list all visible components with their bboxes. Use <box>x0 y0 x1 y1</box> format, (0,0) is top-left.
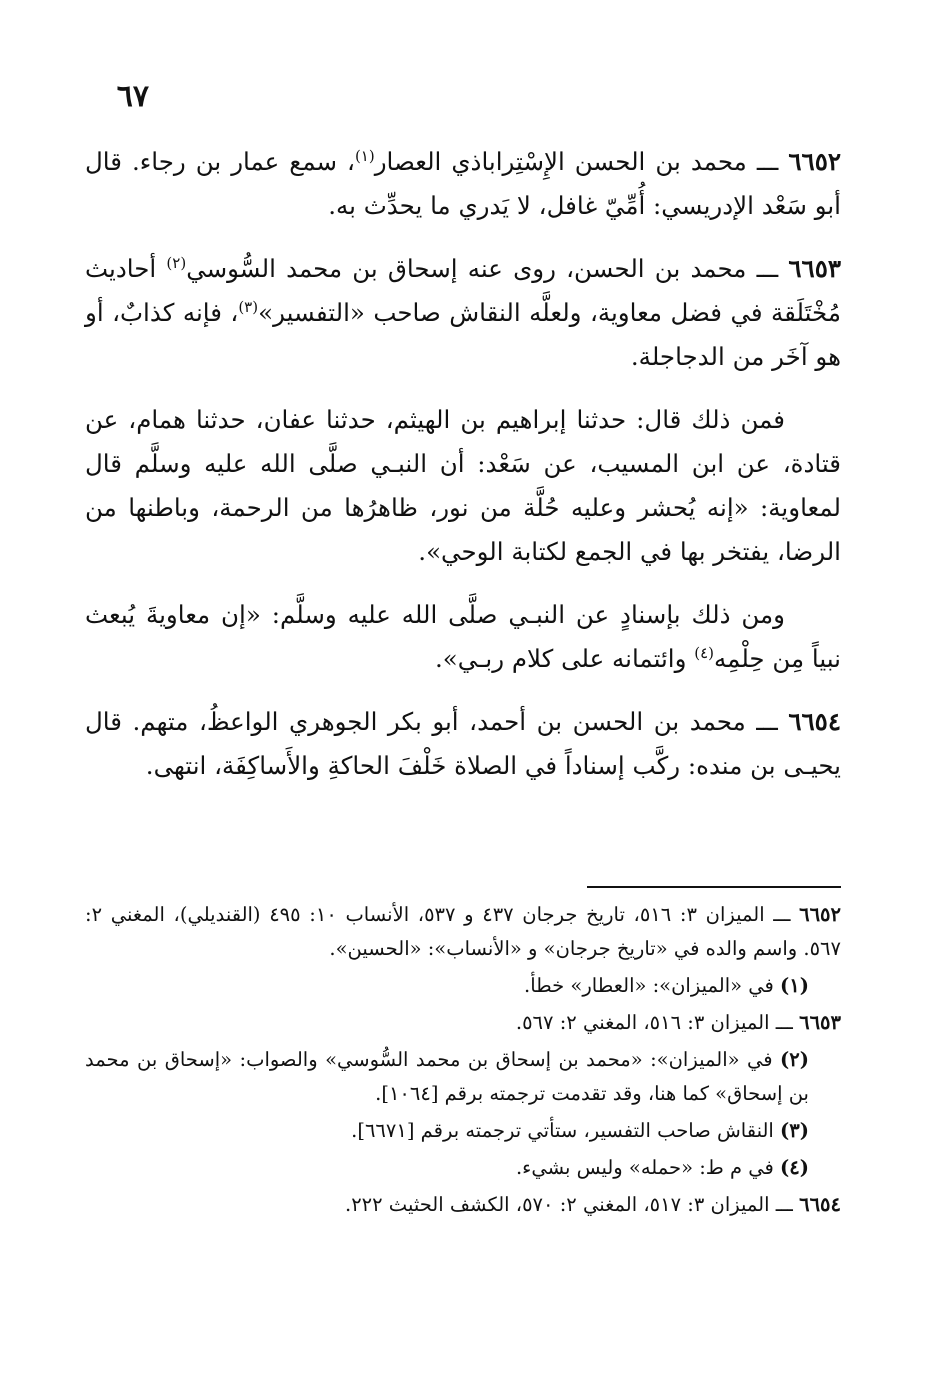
footnote-mark: (٢) <box>780 1048 809 1071</box>
footnote-1 <box>85 969 841 1003</box>
footnote-mark: (٤) <box>780 1156 809 1179</box>
paragraph-hadith-2 <box>85 593 841 681</box>
footnote-mark: (١) <box>780 974 809 997</box>
entry-6653 <box>85 247 841 379</box>
entry-dash: ـــ <box>756 147 779 176</box>
footnote-entry-6652 <box>85 898 841 966</box>
footnote-entry-text: ـــ الميزان ٣: ٥١٦، المغني ٢: ٥٦٧. <box>515 1011 793 1034</box>
entry-6654-text <box>85 700 841 788</box>
footnote-mark: (٣) <box>780 1119 809 1142</box>
footnote-entry-text: ـــ الميزان ٣: ٥١٧، المغني ٢: ٥٧٠، الكشف الحثيث ٢٢٢. <box>344 1193 793 1216</box>
footnote-text: في «الميزان»: «محمد بن إسحاق بن محمد السُّوسي» والصواب: «إسحاق بن محمد بن إسحاق» كما هنا، وقد تقدمت ترجمته برقم [١٠٦٤]. <box>85 1048 809 1105</box>
footnote-separator <box>587 886 841 888</box>
entry-dash: ـــ <box>756 254 779 283</box>
footnote-entry-number: ٦٦٥٢ <box>799 903 841 926</box>
footnote-text: في م ط: «حمله» وليس بشيء. <box>515 1156 774 1179</box>
entry-text-middle: أحاديث مُخْتَلَقة في فضل معاوية، ولعلَّه النقاش صاحب «التفسير» <box>85 254 841 327</box>
entry-number: ٦٦٥٤ <box>788 707 841 736</box>
entry-text: محمد بن الحسن، روى عنه إسحاق بن محمد السُّوسي <box>186 254 747 283</box>
footnote-ref-1[interactable]: (١) <box>354 146 375 165</box>
entry-text: محمد بن الحسن الإِسْتِراباذي العصار <box>374 147 747 176</box>
page-number: ٦٧ <box>116 79 149 114</box>
footnote-entry-number: ٦٦٥٣ <box>799 1011 841 1034</box>
entry-6654 <box>85 700 841 788</box>
entry-6652-text <box>85 140 841 228</box>
paragraph-hadith-1: فمن ذلك قال: حدثنا إبراهيم بن الهيثم، حدثنا عفان، حدثنا همام، عن قتادة، عن ابن المسيب، عن سَعْد: أن النبـي صلَّى الله عليه وسلَّم قال لمعاوية: «إنه يُحشر وعليه حُلَّة من نور، ظاهرُها من الرحمة، وباطنها من الرضا، يفتخر بها في الجمع لكتابة الوحي». <box>85 405 841 566</box>
paragraph-text: ومن ذلك بإسنادٍ عن النبـي صلَّى الله عليه وسلَّم: «إن معاويةَ يُبعث نبياً مِن حِلْمِه <box>85 600 841 673</box>
entry-text-cont: ، فإنه كذابٌ، أو هو آخَر من الدجاجلة. <box>85 298 841 371</box>
footnote-ref-3[interactable]: (٣) <box>238 297 259 316</box>
entry-6653-text <box>85 247 841 379</box>
footnote-ref-2[interactable]: (٢) <box>166 253 187 272</box>
footnote-entry-text: ـــ الميزان ٣: ٥١٦، تاريخ جرجان ٤٣٧ و ٥٣٧، الأنساب ١٠: ٤٩٥ (القنديلي)، المغني ٢: ٥٦٧. واسم والده في «تاريخ جرجان» و «الأنساب»: «الحسين». <box>85 903 841 960</box>
footnote-2 <box>85 1043 841 1111</box>
entry-number: ٦٦٥٣ <box>788 254 842 283</box>
entry-text: محمد بن الحسن بن أحمد، أبو بكر الجوهري الواعظُ، متهم. قال يحيـى بن منده: ركَّب إسناداً في الصلاة خَلْفَ الحاكةِ والأَساكِفَة، انتهى. <box>85 707 841 780</box>
footnotes-section <box>85 898 841 1225</box>
footnote-entry-number: ٦٦٥٤ <box>799 1193 841 1216</box>
footnote-4 <box>85 1151 841 1185</box>
entry-text-cont: ، سمع عمار بن رجاء. قال أبو سَعْد الإدريسي: أُمِّيّ غافل، لا يَدري ما يحدِّث به. <box>85 147 841 220</box>
entry-dash: ـــ <box>756 707 778 736</box>
entry-number: ٦٦٥٢ <box>788 147 842 176</box>
entry-6652 <box>85 140 841 228</box>
main-text <box>85 140 841 807</box>
footnote-3 <box>85 1114 841 1148</box>
footnote-text: في «الميزان»: «العطار» خطأ. <box>524 974 774 997</box>
footnote-entry-6653 <box>85 1006 841 1040</box>
footnote-text: النقاش صاحب التفسير، ستأتي ترجمته برقم [٦٦٧١]. <box>351 1119 774 1142</box>
footnote-ref-4[interactable]: (٤) <box>694 643 715 662</box>
footnote-entry-6654 <box>85 1188 841 1222</box>
paragraph-text-cont: وائتمانه على كلام ربـي». <box>435 644 695 673</box>
